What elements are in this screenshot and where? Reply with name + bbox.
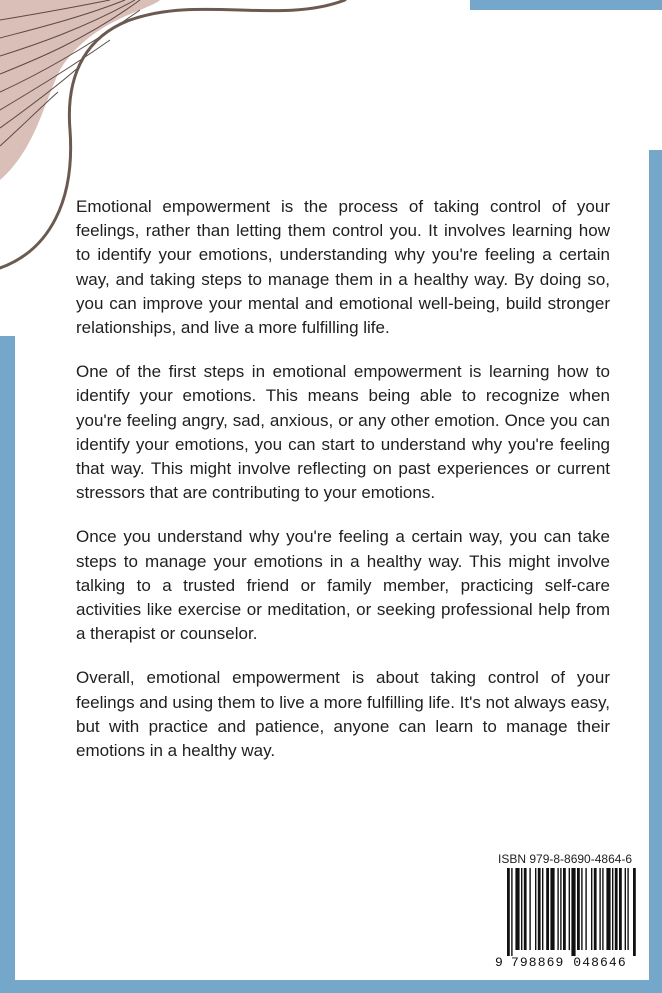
left-accent-bar	[0, 336, 15, 993]
barcode-bar	[569, 868, 570, 950]
barcode-bar	[577, 868, 580, 950]
barcode-bar	[571, 868, 575, 956]
barcode-bar	[515, 868, 519, 950]
barcode-bar	[581, 868, 582, 950]
blurb-paragraph-2: One of the first steps in emotional empowerment is learning how to identify your emotions. This means being able to recognize when you're feeling angry, sad, anxious, or any other emotion. Once you can identify your emotions, you can start to understand why you're feeling that way. This might involve reflecting on past experiences or current stressors that are contributing to your emotions.	[76, 362, 610, 503]
barcode-bar	[602, 868, 603, 950]
top-right-accent-bar	[470, 0, 662, 10]
barcode-bar	[529, 868, 530, 950]
barcode-bar	[599, 868, 600, 950]
isbn-barcode	[495, 852, 639, 972]
barcode-bar	[538, 868, 541, 950]
barcode-bar	[507, 868, 510, 956]
barcode-bar	[585, 868, 586, 950]
barcode-bar	[557, 868, 558, 950]
barcode-bars	[495, 868, 639, 956]
barcode-bar	[524, 868, 527, 950]
barcode-bar	[625, 868, 626, 950]
blurb-paragraph-4: Overall, emotional empowerment is about taking control of your feelings and using them to live a more fulfilling life. It's not always easy, but with practice and patience, anyone can learn to manage their emotions in a healthy way.	[76, 668, 610, 761]
barcode-bar	[521, 868, 522, 950]
barcode-bar	[615, 868, 618, 950]
barcode-bar	[542, 868, 543, 950]
isbn-label: ISBN 979-8-8690-4864-6	[498, 852, 633, 866]
barcode-bar	[550, 868, 554, 950]
barcode-bar	[591, 868, 592, 950]
barcode-bar	[606, 868, 610, 950]
barcode-bar	[535, 868, 536, 950]
barcode-bar	[560, 868, 561, 950]
barcode-bar	[511, 868, 512, 956]
bottom-accent-bar	[0, 980, 662, 993]
barcode-bar	[563, 868, 566, 950]
back-cover-blurb	[76, 195, 610, 783]
barcode-bar	[612, 868, 613, 950]
blurb-paragraph-3: Once you understand why you're feeling a certain way, you can take steps to manage your emotions in a healthy way. This might involve talking to a trusted friend or family member, practicing self-care activities like exercise or meditation, or seeking professional help from a therapist or counselor.	[76, 527, 610, 644]
barcode-bar	[627, 868, 628, 950]
barcode-bar	[633, 868, 636, 956]
barcode-bar	[546, 868, 549, 950]
barcode-lead-digit: 9	[495, 955, 503, 970]
right-accent-bar	[649, 150, 662, 993]
blurb-paragraph-1: Emotional empowerment is the process of taking control of your feelings, rather than letting them control you. It involves learning how to identify your emotions, understanding why you're feeling a certain way, and taking steps to manage them in a healthy way. By doing so, you can improve your mental and emotional well-being, build stronger relationships, and live a more fulfilling life.	[76, 197, 610, 338]
barcode-digits: 798869 048646	[511, 955, 627, 970]
barcode-bar	[594, 868, 597, 950]
barcode-bar	[619, 868, 622, 950]
